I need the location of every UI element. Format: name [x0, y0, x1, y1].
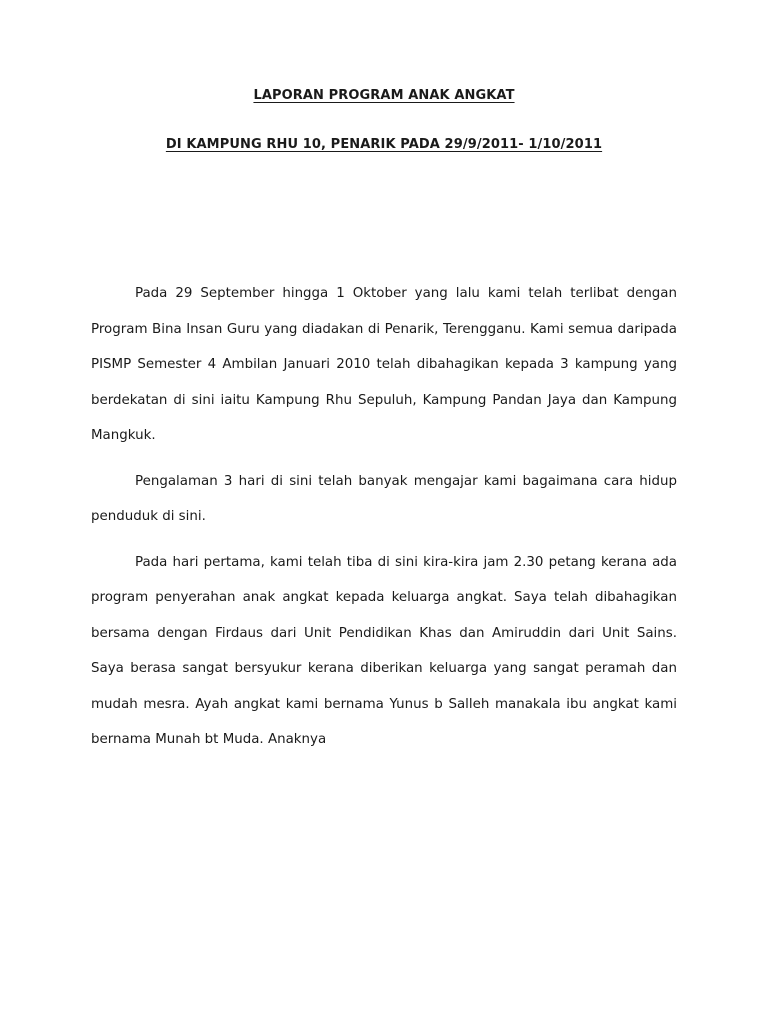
paragraph-1: Pada 29 September hingga 1 Oktober yang lalu kami telah terlibat dengan Program Bina Insan Guru yang diadakan di Penarik, Terengganu. Kami semua daripada PISMP Semester 4 Ambilan Januari 2010 telah dibahagikan kepada 3 kampung yang berdekatan di sini iaitu Kampung Rhu Sepuluh, Kampung Pandan Jaya dan Kampung Mangkuk. — [91, 286, 677, 443]
paragraph-3: Pada hari pertama, kami telah tiba di sini kira-kira jam 2.30 petang kerana ada program penyerahan anak angkat kepada keluarga angkat. Saya telah dibahagikan bersama dengan Firdaus dari Unit Pendidikan Khas dan Amiruddin dari Unit Sains. Saya berasa sangat bersyukur kerana diberikan keluarga yang sangat peramah dan mudah mesra. Ayah angkat kami bernama Yunus b Salleh manakala ibu angkat kami bernama Munah bt Muda. Anaknya — [91, 554, 677, 747]
paragraph-2: Pengalaman 3 hari di sini telah banyak mengajar kami bagaimana cara hidup penduduk di sini. — [91, 473, 677, 524]
report-body — [91, 276, 677, 768]
report-subtitle: DI KAMPUNG RHU 10, PENARIK PADA 29/9/2011- 1/10/2011 — [165, 137, 603, 152]
report-title: LAPORAN PROGRAM ANAK ANGKAT — [253, 88, 515, 103]
